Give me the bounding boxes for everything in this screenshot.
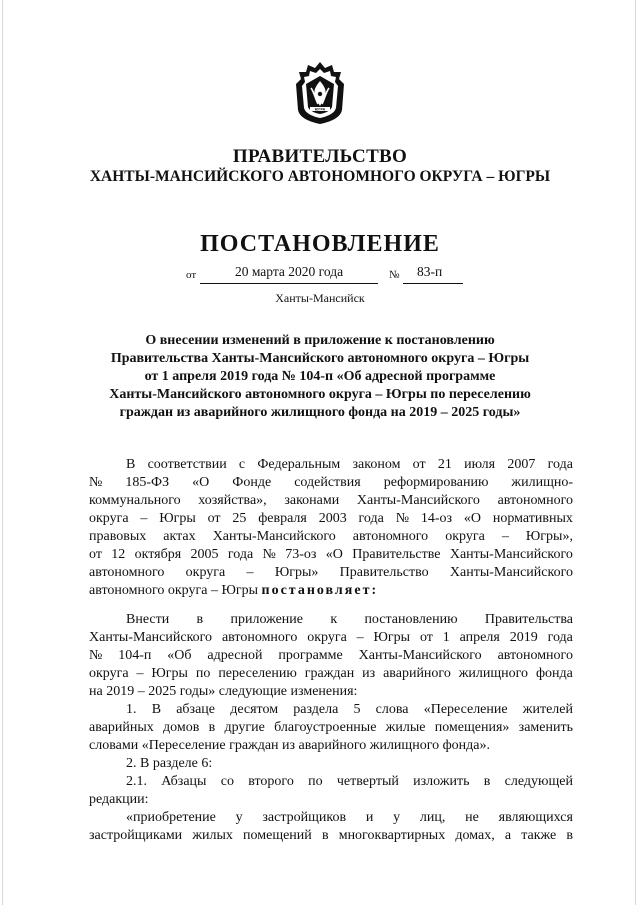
text-line — [89, 809, 573, 827]
word: раздела — [293, 702, 339, 717]
word: № — [262, 547, 276, 562]
word: изложить — [413, 774, 470, 789]
word: 104-п — [118, 648, 152, 663]
region-title: ХАНТЫ-МАНСИЙСКОГО АВТОНОМНОГО ОКРУГА – ЮГРЫ — [89, 168, 551, 185]
word: 185-ФЗ — [125, 475, 170, 490]
word: постановлению — [364, 612, 458, 627]
word: Федеральным — [257, 457, 341, 472]
word: «О — [463, 511, 482, 526]
word: автономного — [89, 565, 165, 580]
preamble-last-line: автономного округа – Югры — [89, 583, 258, 598]
scan-edge-right — [635, 0, 636, 905]
word: 14-оз — [420, 511, 453, 526]
word: округа — [445, 529, 485, 544]
khmao-coat-of-arms-icon — [294, 60, 346, 126]
document-city: Ханты-Мансийск — [275, 291, 365, 305]
word: застройщиков — [262, 810, 347, 825]
decree-body — [89, 611, 573, 845]
word: округа — [89, 666, 129, 681]
text-line — [89, 827, 573, 845]
text-line: редакции: — [89, 792, 149, 807]
word: Ханты-Мансийского — [449, 547, 573, 562]
text-line: 2. В разделе 6: — [126, 756, 213, 771]
word: правовых — [89, 529, 147, 544]
subject-line: Правительства Ханты-Мансийского автономного округа – Югры — [110, 351, 530, 366]
word: от — [412, 457, 426, 472]
text-line — [89, 647, 573, 665]
word: апреля — [459, 630, 500, 645]
text-line: словами «Переселение граждан из аварийного жилищного фонда». — [89, 738, 490, 753]
word: граждан — [304, 666, 355, 681]
text-line — [89, 611, 573, 629]
text-line: на 2019 – 2025 годы» следующие изменения: — [89, 684, 358, 699]
word: хозяйства», — [198, 493, 267, 508]
word: нормативных — [492, 511, 573, 526]
number-prefix: № — [389, 269, 400, 281]
word: переселению — [218, 666, 297, 681]
word: округа — [307, 630, 347, 645]
word: автономного — [221, 630, 298, 645]
government-title: ПРАВИТЕЛЬСТВО — [232, 146, 408, 167]
word: жилищно- — [511, 475, 573, 490]
subject-line: Ханты-Мансийского автономного округа – Югры по переселению — [109, 387, 531, 402]
word: 1 — [442, 630, 450, 645]
word: жителей — [522, 702, 573, 717]
text-line — [89, 773, 573, 791]
word: лиц, — [419, 810, 446, 825]
word: соответствии — [147, 457, 227, 472]
word: застройщиками — [89, 828, 183, 843]
word: актах — [163, 529, 196, 544]
word: не — [465, 810, 479, 825]
word: Фонде — [232, 475, 272, 490]
word: законом — [352, 457, 401, 472]
word: программе — [278, 648, 343, 663]
word: приложение — [230, 612, 303, 627]
word: с — [238, 457, 246, 472]
word: № — [89, 475, 103, 490]
word: № — [89, 648, 103, 663]
word: аварийного — [383, 666, 451, 681]
text-line — [89, 701, 573, 719]
word: десятом — [230, 702, 279, 717]
word: 21 — [437, 457, 452, 472]
word: года — [227, 547, 254, 562]
word: – — [136, 666, 144, 681]
word: адресной — [207, 648, 263, 663]
scan-edge-left — [2, 0, 3, 905]
document-number: 83-п — [417, 264, 443, 279]
word: в — [208, 720, 216, 735]
word: в — [321, 828, 329, 843]
date-prefix: от — [186, 269, 197, 281]
text-line — [89, 546, 573, 564]
word: у — [393, 810, 401, 825]
subject-line: от 1 апреля 2019 года № 104-п «Об адресной программе — [144, 369, 496, 384]
text-line — [89, 510, 573, 528]
word: по — [308, 774, 323, 789]
word: – — [246, 565, 254, 580]
word: 2019 — [509, 630, 538, 645]
word: «приобретение — [126, 810, 216, 825]
word: 73-оз — [285, 547, 317, 562]
word: к — [330, 612, 338, 627]
word: благоустроенные — [274, 720, 377, 735]
word: коммунального — [89, 493, 181, 508]
document-subject — [82, 332, 558, 422]
word: 2007 — [507, 457, 536, 472]
word: являющихся — [498, 810, 573, 825]
word: 2003 — [318, 511, 347, 526]
resolves-word: постановляет: — [261, 583, 379, 598]
word: года — [358, 511, 384, 526]
word: – — [356, 630, 364, 645]
word: Ханты-Мансийского — [356, 493, 480, 508]
word: жилых — [192, 828, 233, 843]
word: 2.1. — [126, 774, 147, 789]
word: 2005 — [190, 547, 219, 562]
text-line — [89, 456, 573, 474]
text-line — [89, 528, 573, 546]
word: «О — [192, 475, 210, 490]
text-line — [89, 629, 573, 647]
word: Югры — [159, 511, 196, 526]
word: со — [220, 774, 234, 789]
word: автономного — [497, 648, 573, 663]
word: «О — [325, 547, 343, 562]
word: автономного — [352, 529, 429, 544]
word: – — [140, 511, 148, 526]
word: – — [501, 529, 509, 544]
word: октября — [134, 547, 182, 562]
word: февраля — [258, 511, 307, 526]
word: округа — [185, 565, 226, 580]
word: «Об — [167, 648, 192, 663]
text-line — [89, 564, 573, 582]
document-date: 20 марта 2020 года — [200, 264, 378, 284]
word: четвертый — [336, 774, 399, 789]
word: жилые — [385, 720, 426, 735]
word: Абзацы — [161, 774, 207, 789]
word: Ханты-Мансийского — [449, 565, 573, 580]
word: законами — [284, 493, 340, 508]
word: и — [365, 810, 374, 825]
word: абзаце — [176, 702, 216, 717]
word: Правительства — [484, 612, 573, 627]
text-line — [89, 582, 573, 600]
word: № — [395, 511, 410, 526]
text-line — [89, 665, 573, 683]
preamble-paragraph — [89, 456, 573, 600]
word: домах, — [455, 828, 495, 843]
word: в — [483, 774, 491, 789]
text-line — [89, 719, 573, 737]
word: из — [362, 666, 376, 681]
word: от — [207, 511, 221, 526]
word: слова — [375, 702, 409, 717]
word: В — [126, 457, 136, 472]
document-number-field — [403, 264, 463, 284]
text-line — [89, 474, 573, 492]
word: второго — [248, 774, 294, 789]
word: В — [151, 702, 162, 717]
word: также — [521, 828, 557, 843]
subject-line: граждан из аварийного жилищного фонда на 2019 – 2025 годы» — [119, 405, 521, 420]
word: Ханты-Мансийского — [212, 529, 336, 544]
word: помещений — [243, 828, 312, 843]
word: округа — [89, 511, 129, 526]
word: в — [566, 828, 573, 843]
word: аварийных — [89, 720, 154, 735]
word: от — [419, 630, 433, 645]
word: Югры» — [274, 565, 319, 580]
word: июля — [464, 457, 496, 472]
word: Внести — [126, 612, 170, 627]
word: домов — [163, 720, 200, 735]
text-line — [89, 492, 573, 510]
word: заменить — [518, 720, 573, 735]
word: Югры — [151, 666, 188, 681]
word: Югры — [373, 630, 411, 645]
word: 5 — [353, 702, 361, 717]
word: в — [196, 612, 204, 627]
word: Правительство — [339, 565, 429, 580]
word: Ханты-Мансийского — [89, 630, 213, 645]
word: года — [547, 457, 573, 472]
word: 25 — [232, 511, 247, 526]
word: многоквартирных — [338, 828, 446, 843]
word: жилищного — [458, 666, 529, 681]
word: по — [195, 666, 211, 681]
word: помещения» — [434, 720, 510, 735]
word: Правительстве — [352, 547, 441, 562]
word: 1. — [126, 702, 137, 717]
word: а — [504, 828, 512, 843]
word: следующей — [504, 774, 573, 789]
subject-line: О внесении изменений в приложение к постановлению — [145, 333, 495, 348]
word: Ханты-Мансийского — [358, 648, 482, 663]
word: 12 — [111, 547, 126, 562]
word: года — [547, 630, 573, 645]
document-type: ПОСТАНОВЛЕНИЕ — [200, 231, 440, 257]
word: другие — [224, 720, 265, 735]
emblem-motto: ЮГРА — [314, 107, 326, 112]
word: фонда — [535, 666, 573, 681]
word: реформированию — [383, 475, 489, 490]
word: содействия — [294, 475, 361, 490]
word: автономного — [497, 493, 573, 508]
word: «Переселение — [423, 702, 508, 717]
word: от — [89, 547, 102, 562]
word: у — [235, 810, 243, 825]
word: Югры», — [525, 529, 573, 544]
